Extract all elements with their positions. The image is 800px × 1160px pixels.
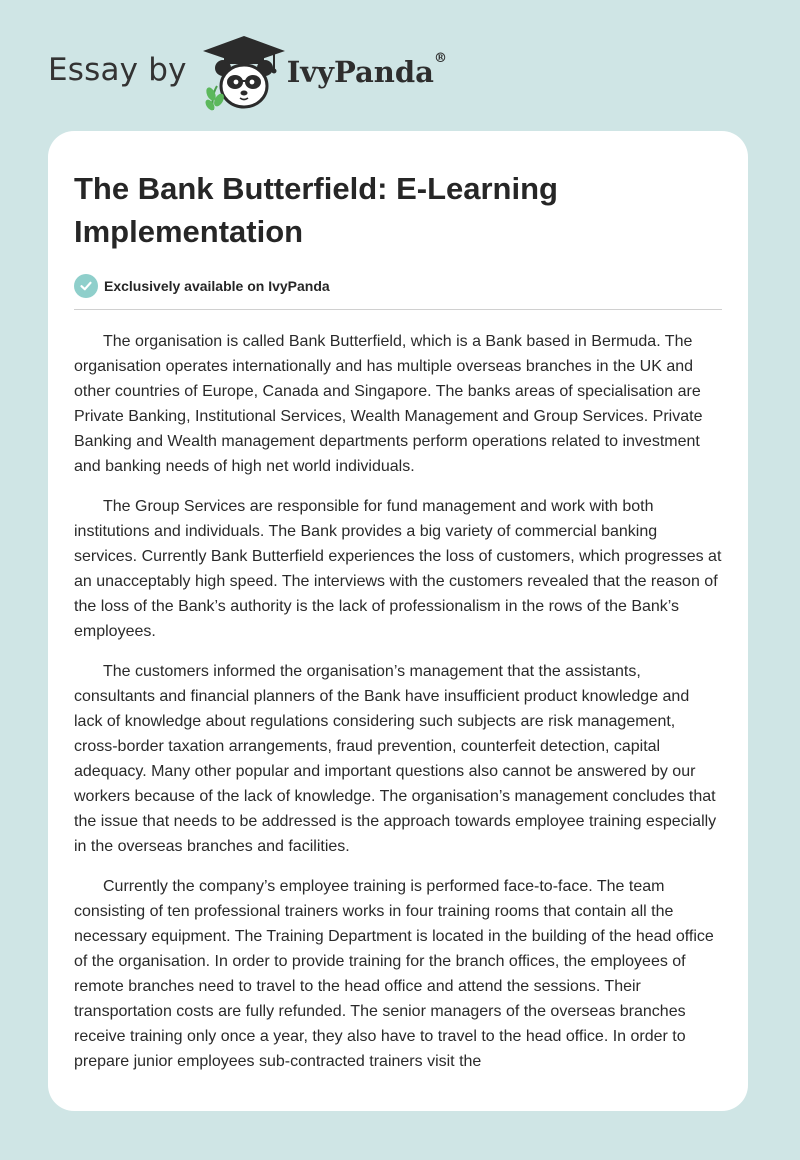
essay-card [48,131,748,1111]
exclusive-badge [74,273,722,299]
brand-prefix: Essay by [48,52,187,88]
paragraph: The Group Services are responsible for fund management and work with both institutions and individuals. The Bank provides a big variety of commercial banking services. Currently Bank Butterfield experiences the loss of customers, which progresses at an unacceptably high speed. The interviews with the customers revealed that the reason of the loss of the Bank’s authority is the lack of professionalism in the rows of the Bank’s employees. [74,498,722,640]
panda-mascot-icon [201,34,287,112]
paragraph: The organisation is called Bank Butterfield, which is a Bank based in Bermuda. The organisation operates internationally and has multiple overseas branches in the UK and other countries of Europe, Canada and Singapore. The banks areas of specialisation are Private Banking, Institutional Services, Wealth Management and Group Services. Private Banking and Wealth management departments perform operations related to investment and banking needs of high net world individuals. [74,333,703,475]
registered-mark: ® [433,51,447,66]
essay-body [74,329,722,1074]
site-logo[interactable] [48,34,447,112]
paragraph: Currently the company’s employee training is performed face-to-face. The team consisting of ten professional trainers works in four training rooms that contain all the necessary equipment. The Training Department is located in the building of the head office of the organisation. In order to provide training for the branch offices, the employees of remote branches need to travel to the head office and attend the sessions. Their transportation costs are fully refunded. The senior managers of the overseas branches receive training only once a year, they also have to travel to the head office. In order to prepare junior employees sub-contracted trainers visit the [74,878,714,1070]
divider [74,309,722,310]
brand-name-text: IvyPanda [286,55,434,89]
paragraph: The customers informed the organisation’s management that the assistants, consultants and financial planners of the Bank have insufficient product knowledge and lack of knowledge about regulations considering such subjects are risk management, cross-border taxation arrangements, fraud prevention, counterfeit detection, capital adequacy. Many other popular and important questions also cannot be answered by our workers because of the lack of knowledge. The organisation’s management concludes that the issue that needs to be addressed is the approach towards employee training especially in the overseas branches and facilities. [74,663,717,855]
check-icon [74,274,98,298]
brand-name [286,51,447,89]
exclusive-badge-label: Exclusively available on IvyPanda [104,278,330,294]
essay-title: The Bank Butterfield: E-Learning Implementation [74,171,558,249]
